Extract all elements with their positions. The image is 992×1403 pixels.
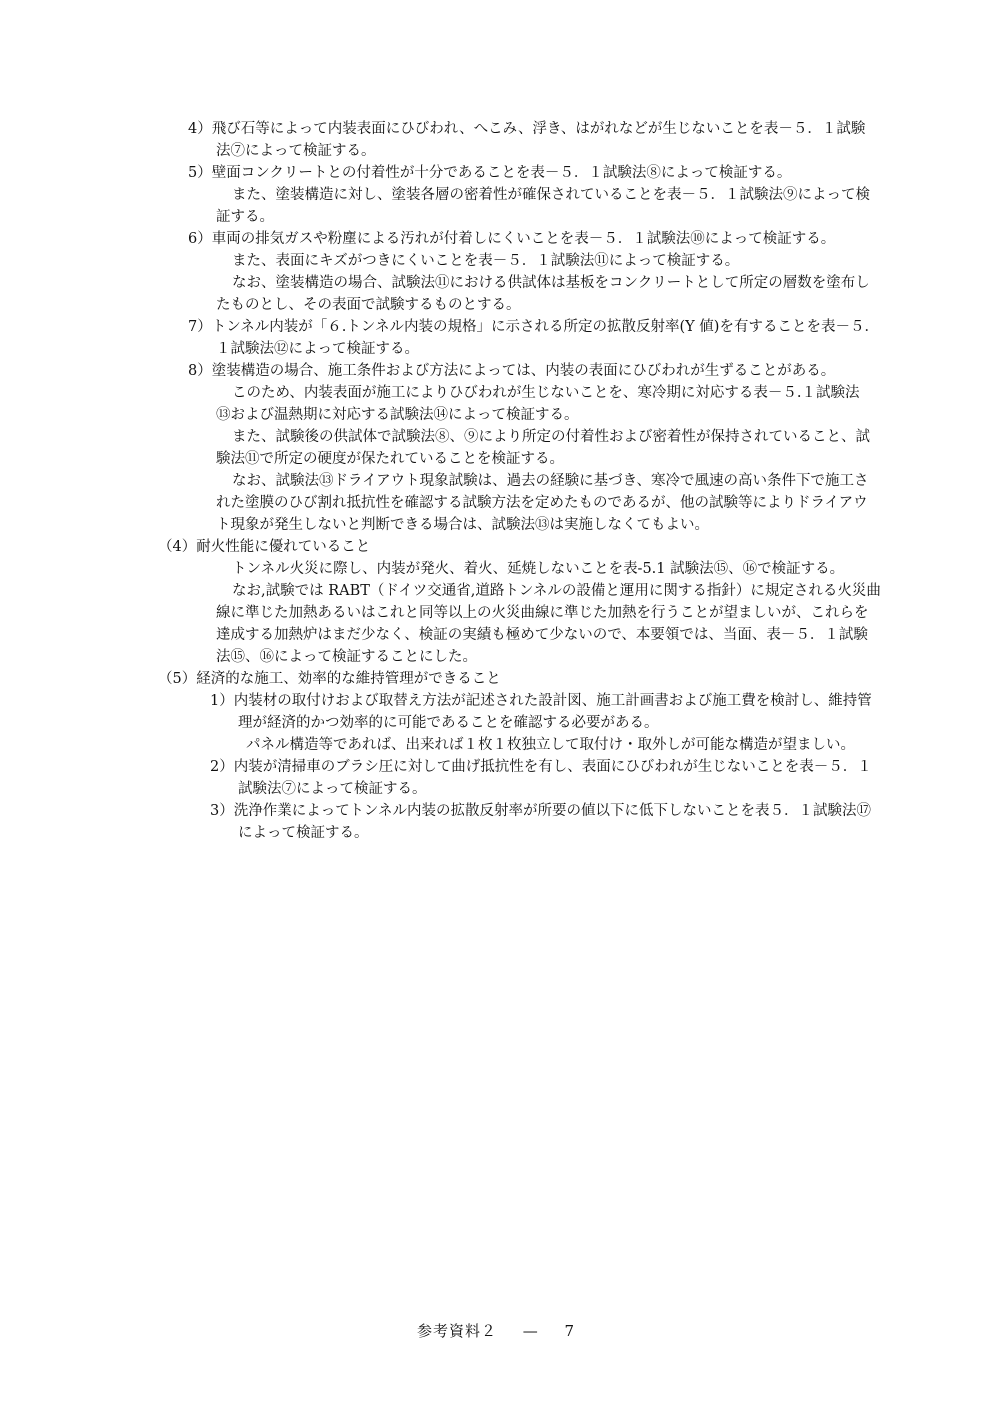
text-line: れた塗膜のひび割れ抵抗性を確認する試験方法を定めたものであるが、他の試験等によりドライアウ: [216, 495, 868, 511]
text-line: また、表面にキズがつきにくいことを表－５．１試験法⑪によって検証する。: [232, 253, 740, 269]
text-line: 理が経済的かつ効率的に可能であることを確認する必要がある。: [238, 715, 659, 731]
footer-label: 参考資料２: [416, 1322, 497, 1340]
text-line: 証する。: [216, 209, 274, 225]
text-line: ⑬および温熱期に対応する試験法⑭によって検証する。: [216, 407, 579, 423]
text-line: たものとし、その表面で試験するものとする。: [216, 297, 521, 313]
text-line: また、試験後の供試体で試験法⑧、⑨により所定の付着性および密着性が保持されていること、試: [232, 429, 870, 445]
text-line: 4）飛び石等によって内装表面にひびわれ、へこみ、浮き、はがれなどが生じないことを表－５．１試験: [188, 121, 866, 137]
text-line: 1）内装材の取付けおよび取替え方法が記述された設計図、施工計画書および施工費を検討し、維持管: [210, 693, 872, 709]
text-line: （5）経済的な施工、効率的な維持管理ができること: [158, 671, 501, 687]
text-line: 5）壁面コンクリートとの付着性が十分であることを表－５．１試験法⑧によって検証する。: [188, 165, 792, 181]
text-line: １試験法⑫によって検証する。: [216, 341, 419, 357]
text-line: （4）耐火性能に優れていること: [158, 539, 371, 555]
text-line: 6）車両の排気ガスや粉塵による汚れが付着しにくいことを表－５．１試験法⑩によって検証する。: [188, 231, 836, 247]
footer-dash: —: [522, 1322, 539, 1340]
body-text: [150, 118, 895, 844]
text-line: 法⑦によって検証する。: [216, 143, 376, 159]
text-line: パネル構造等であれば、出来れば１枚１枚独立して取付け・取外しが可能な構造が望ましい。: [246, 737, 855, 753]
page-footer: [0, 1320, 992, 1341]
text-line: トンネル火災に際し、内装が発火、着火、延焼しないことを表-5.1 試験法⑮、⑯で検証する。: [232, 561, 845, 577]
text-line: 7）トンネル内装が「６.トンネル内装の規格」に示される所定の拡散反射率(Y 値)を有することを表－５．: [188, 319, 879, 335]
text-line: 試験法⑦によって検証する。: [238, 781, 427, 797]
text-line: 法⑮、⑯によって検証することにした。: [216, 649, 477, 665]
text-line: 達成する加熱炉はまだ少なく、検証の実績も極めて少ないので、本要領では、当面、表－５．１試験: [216, 627, 868, 643]
text-line: ト現象が発生しないと判断できる場合は、試験法⑬は実施しなくてもよい。: [216, 517, 709, 533]
text-line: このため、内装表面が施工によりひびわれが生じないことを、寒冷期に対応する表－５.１試験法: [232, 385, 860, 401]
text-line: 験法⑪で所定の硬度が保たれていることを検証する。: [216, 451, 564, 467]
text-line: 3）洗浄作業によってトンネル内装の拡散反射率が所要の値以下に低下しないことを表５．１試験法⑰: [210, 803, 871, 819]
text-line: なお,試験では RABT（ドイツ交通省,道路トンネルの設備と運用に関する指針）に規定される火災曲: [232, 583, 881, 599]
text-line: 2）内装が清掃車のブラシ圧に対して曲げ抵抗性を有し、表面にひびわれが生じないことを表－５．１: [210, 759, 872, 775]
text-line: 線に準じた加熱あるいはこれと同等以上の火災曲線に準じた加熱を行うことが望ましいが、これらを: [216, 605, 869, 621]
text-line: また、塗装構造に対し、塗装各層の密着性が確保されていることを表－５．１試験法⑨によって検: [232, 187, 870, 203]
text-line: なお、塗装構造の場合、試験法⑪における供試体は基板をコンクリートとして所定の層数を塗布し: [232, 275, 870, 291]
text-line: によって検証する。: [238, 825, 369, 841]
text-line: なお、試験法⑬ドライアウト現象試験は、過去の経験に基づき、寒冷で風速の高い条件下で施工さ: [232, 473, 869, 489]
text-line: 8）塗装構造の場合、施工条件および方法によっては、内装の表面にひびわれが生ずることがある。: [188, 363, 836, 379]
page-number: 7: [564, 1322, 576, 1340]
